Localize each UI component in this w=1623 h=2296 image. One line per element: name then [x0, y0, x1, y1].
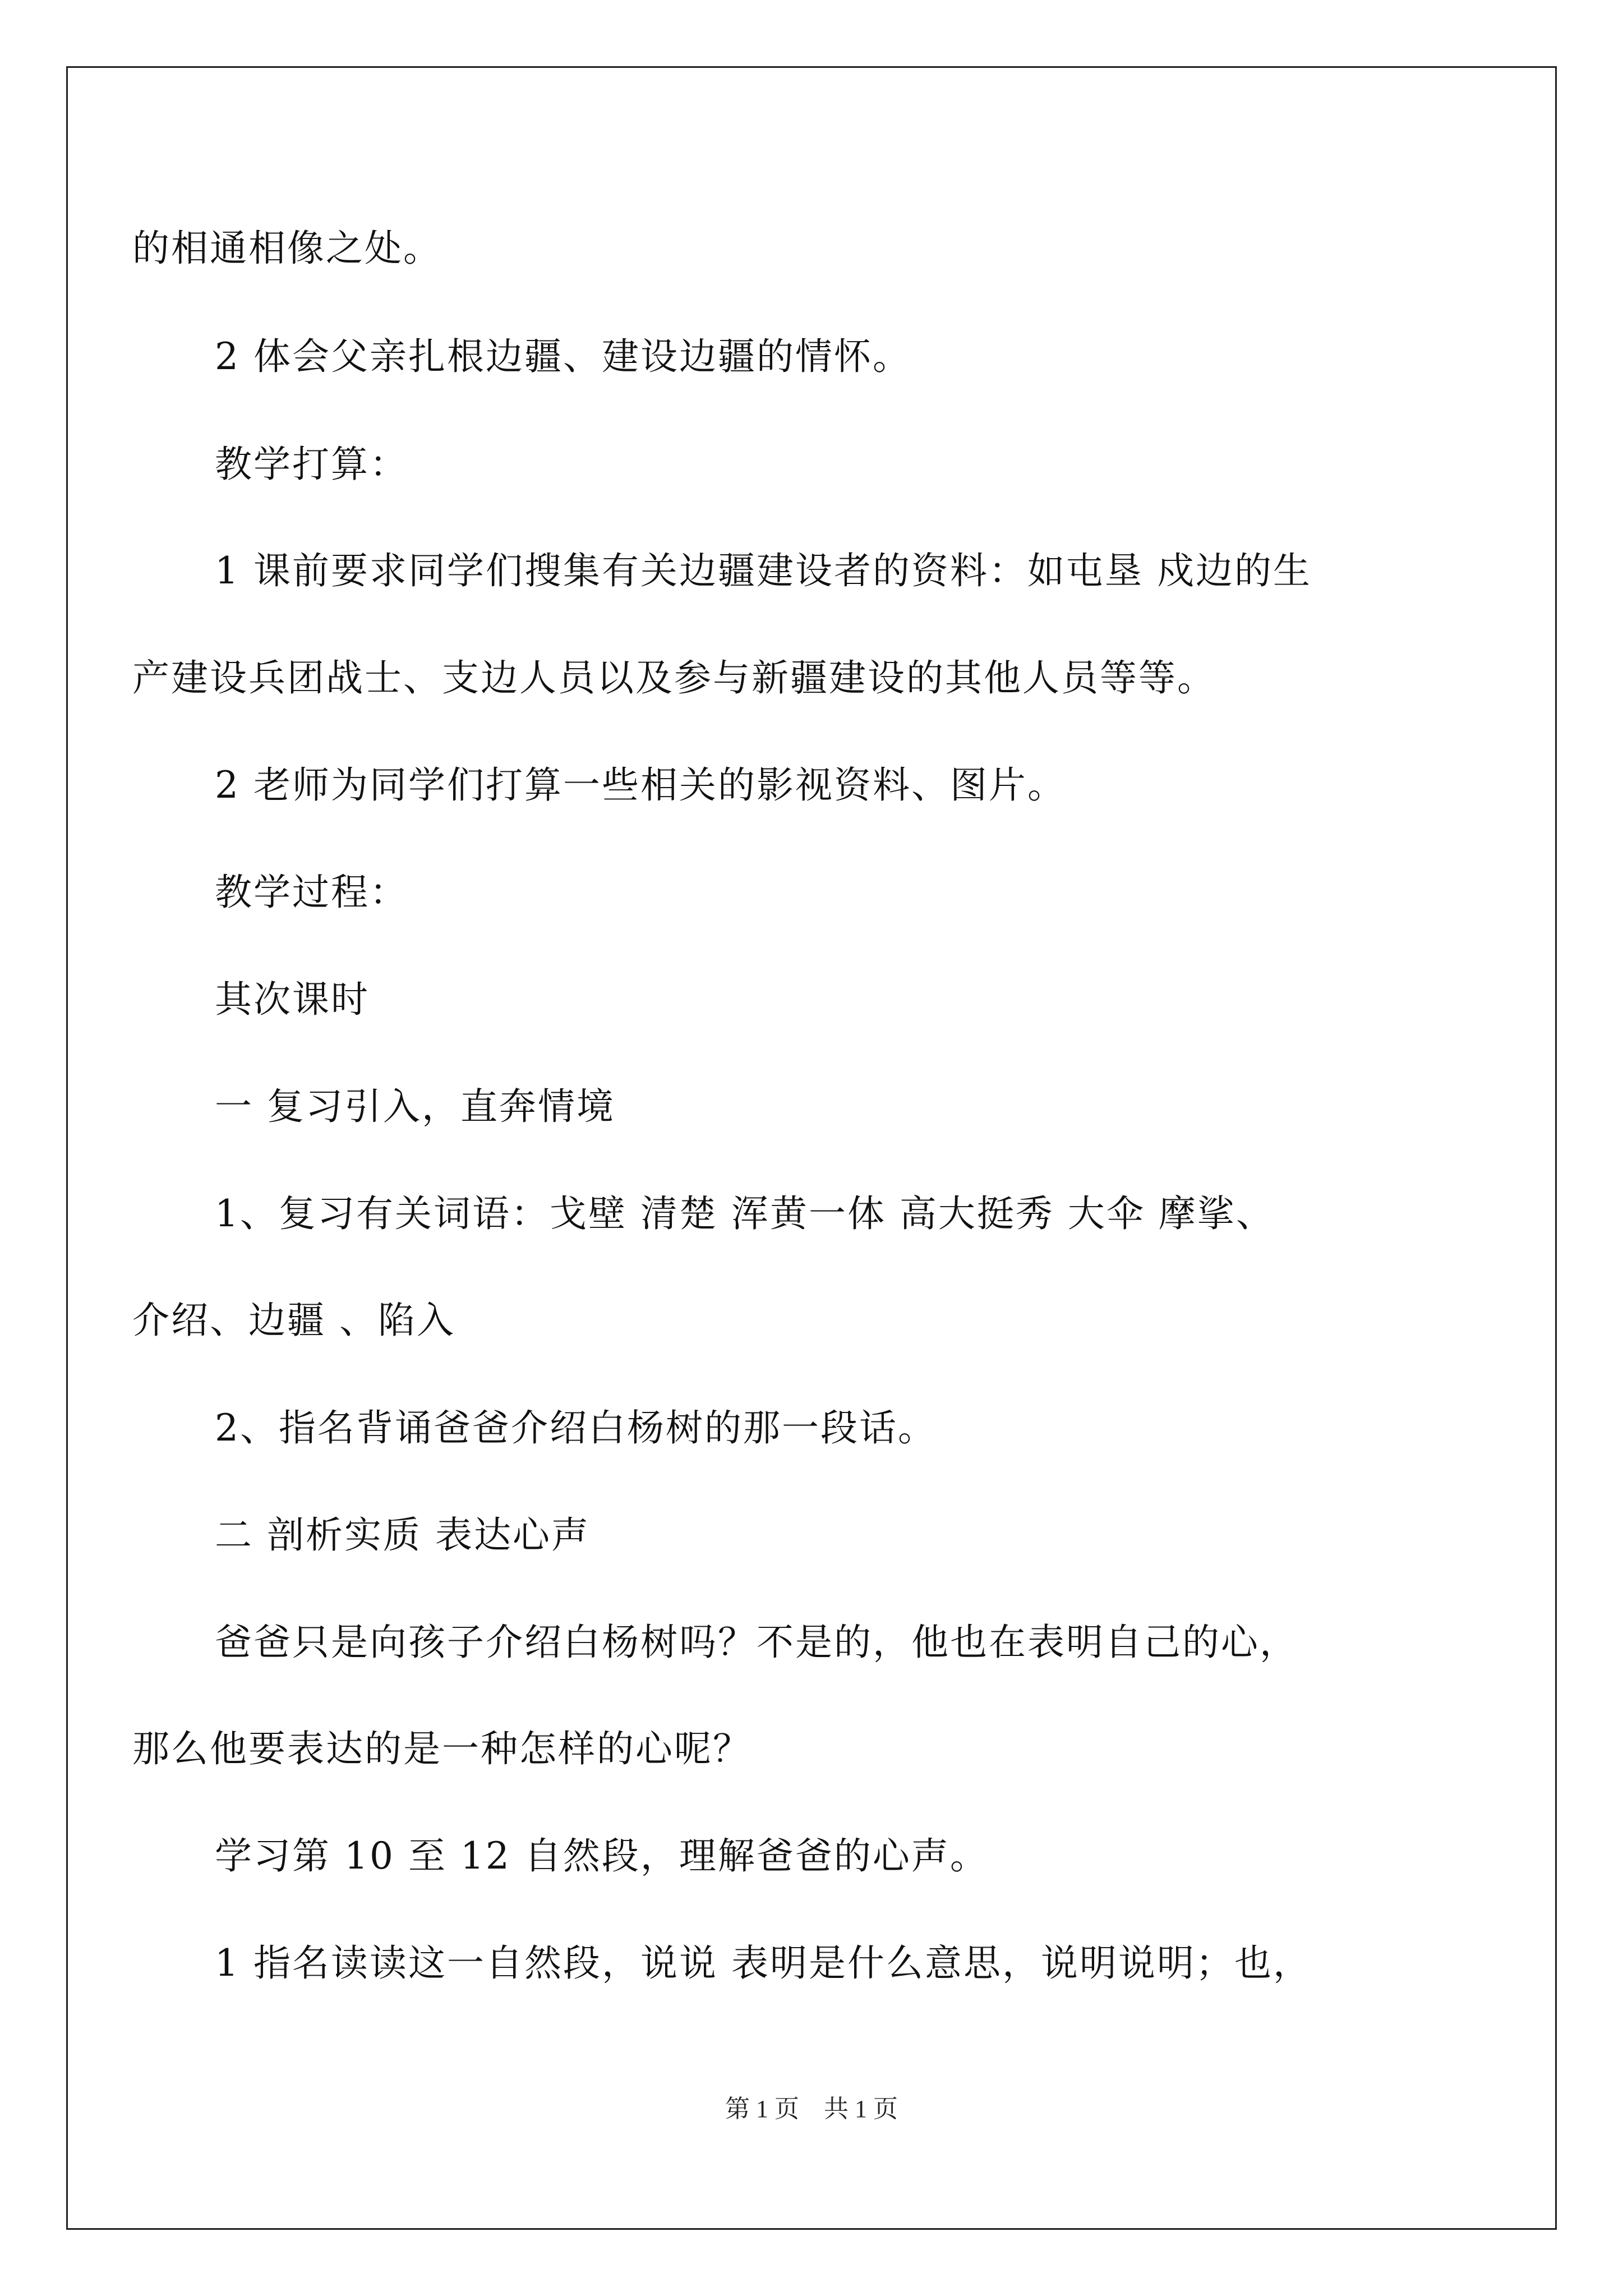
paragraph-line: 1 指名读读这一自然段，说说 表明是什么意思，说明说明；也， [215, 1941, 1312, 1985]
paragraph-line: 学习第 10 至 12 自然段，理解爸爸的心声。 [215, 1834, 989, 1878]
paragraph-line: 1 课前要求同学们搜集有关边疆建设者的资料：如屯垦 戍边的生 [215, 549, 1312, 592]
section-heading: 一 复习引入，直奔情境 [215, 1085, 615, 1128]
paragraph-line: 1、复习有关词语：戈壁 清楚 浑黄一体 高大挺秀 大伞 摩挲、 [215, 1192, 1275, 1235]
section-heading: 二 剖析实质 表达心声 [215, 1513, 590, 1557]
page-border [66, 66, 1557, 2230]
paragraph-line: 爸爸只是向孩子介绍白杨树吗？不是的，他也在表明自己的心， [215, 1621, 1298, 1664]
paragraph-line: 介绍、边疆 、陷入 [132, 1299, 455, 1342]
paragraph-line: 那么他要表达的是一种怎样的心呢？ [132, 1727, 751, 1770]
paragraph-line: 产建设兵团战士、支边人员以及参与新疆建设的其他人员等等。 [132, 656, 1216, 700]
section-heading: 教学打算： [215, 443, 408, 486]
section-heading: 其次课时 [215, 978, 370, 1021]
paragraph-line: 2、指名背诵爸爸介绍白杨树的那一段话。 [215, 1406, 937, 1450]
paragraph-line: 的相通相像之处。 [132, 227, 442, 270]
page-number-footer: 第 1 页 共 1 页 [725, 2095, 898, 2123]
paragraph-line: 2 体会父亲扎根边疆、建设边疆的情怀。 [215, 335, 911, 378]
section-heading: 教学过程： [215, 871, 408, 914]
paragraph-line: 2 老师为同学们打算一些相关的影视资料、图片。 [215, 763, 1066, 807]
